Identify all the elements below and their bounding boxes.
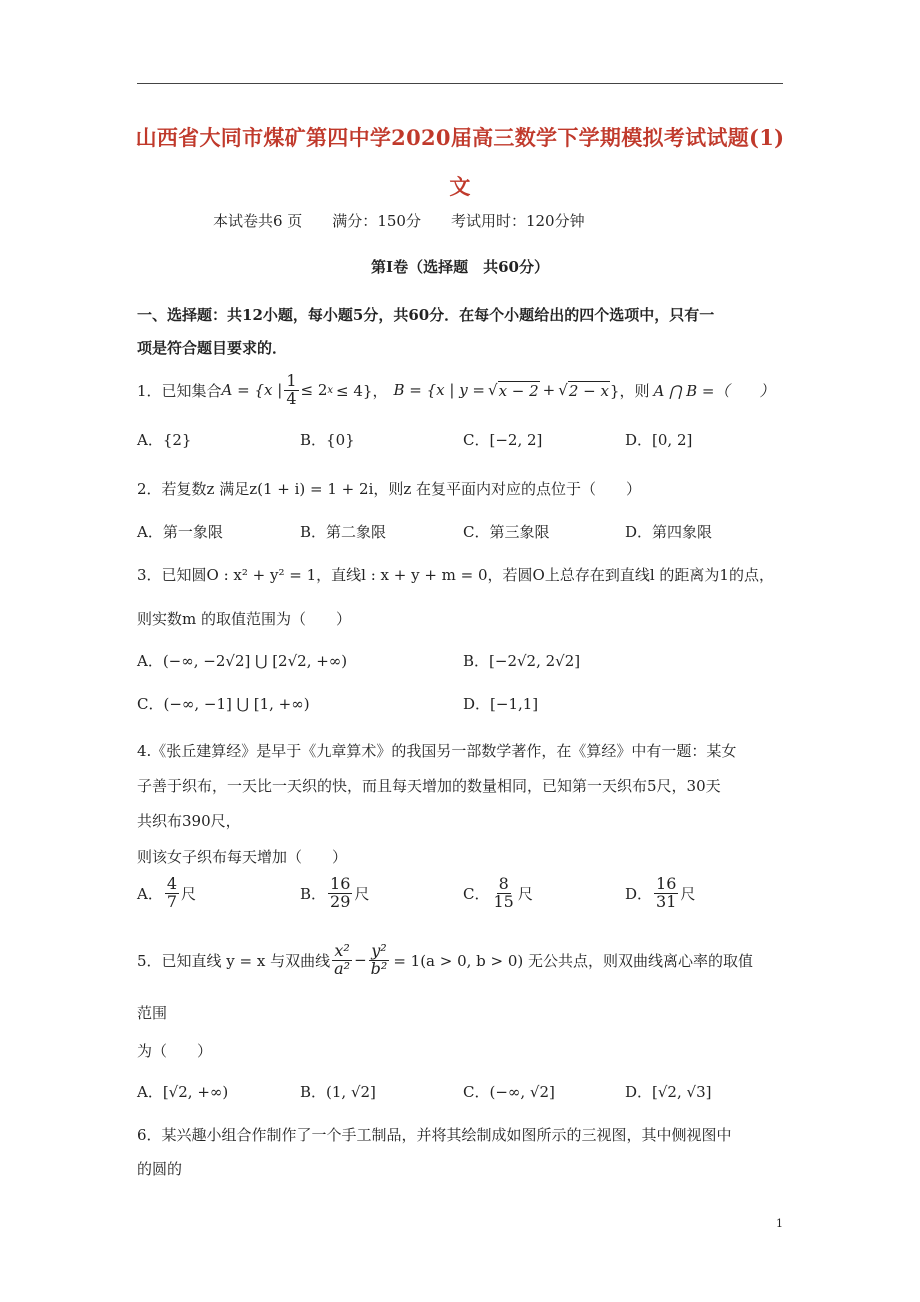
- header-rule: [137, 83, 783, 84]
- q2-option-d: D．第四象限: [625, 523, 713, 541]
- q5-minus: −: [354, 951, 367, 969]
- q1-plus: +: [542, 381, 556, 399]
- sqrt-icon: √: [488, 381, 498, 399]
- q3-option-a: A．(−∞, −2√2] ⋃ [2√2, +∞): [137, 652, 348, 670]
- question-5-line-3: 为（ ）: [137, 1042, 213, 1060]
- q4-option-a-den: 7: [166, 891, 178, 911]
- page-number: 1: [776, 1217, 783, 1230]
- question-4-line-2: 子善于织布，一天比一天织的快，而且每天增加的数量相同，已知第一天织布5尺，30天: [137, 777, 721, 795]
- q4-option-d: [625, 876, 695, 911]
- q1-set-a-rhs: ≤ 2: [300, 381, 328, 399]
- q4-option-c-label: C．: [463, 884, 490, 903]
- q3-option-c: C．(−∞, −1] ⋃ [1, +∞): [137, 695, 310, 713]
- q4-option-b-num: 16: [330, 874, 351, 893]
- q1-set-a-end: ≤ 4}，: [336, 381, 388, 400]
- q4-option-b-den: 29: [330, 891, 351, 911]
- exam-title-subject: 文: [449, 174, 471, 199]
- q4-option-c: [463, 876, 533, 911]
- q2-option-c: C．第三象限: [463, 523, 550, 541]
- q1-sqrt-2: 2 − x: [568, 381, 609, 400]
- q4-option-a-num: 4: [166, 874, 178, 893]
- q2-option-a: A．第一象限: [137, 523, 223, 541]
- q5-option-a: A．[√2, +∞): [137, 1083, 229, 1101]
- q4-option-d-num: 16: [656, 874, 677, 893]
- q4-option-d-den: 31: [656, 891, 677, 911]
- q1-option-a: A．{2}: [137, 431, 192, 449]
- exam-title: 山西省大同市煤矿第四中学2020届高三数学下学期模拟考试试题(1): [135, 125, 785, 150]
- q4-option-c-unit: 尺: [517, 884, 533, 903]
- question-6-line-2: 的圆的: [137, 1160, 183, 1178]
- q1-set-b-lhs: B = {x | y =: [393, 381, 485, 399]
- q4-option-c-num: 8: [498, 874, 509, 893]
- question-1: [137, 368, 775, 412]
- q5-suffix: = 1(a > 0, b > 0) 无公共点，则双曲线离心率的取值: [393, 951, 754, 970]
- q1-option-d: D．[0, 2]: [625, 431, 693, 449]
- question-5-line-2: 范围: [137, 1004, 168, 1022]
- q4-option-a-unit: 尺: [181, 884, 197, 903]
- q1-exponent: x: [327, 384, 334, 396]
- question-4-line-4: 则该女子织布每天增加（ ）: [137, 848, 348, 866]
- q4-option-b-unit: 尺: [354, 884, 370, 903]
- q3-option-d: D．[−1,1]: [463, 695, 539, 713]
- q4-option-b-fraction: [328, 876, 352, 911]
- q2-option-b: B．第二象限: [300, 523, 387, 541]
- q1-fraction: [284, 370, 298, 408]
- q1-prefix: 1．已知集合: [137, 381, 222, 400]
- q5-option-b: B．(1, √2]: [300, 1083, 376, 1101]
- exam-info: 本试卷共6 页 满分：150分 考试用时：120分钟: [213, 212, 585, 230]
- q3-option-b: B．[−2√2, 2√2]: [463, 652, 581, 670]
- q5-fraction-x-den: a²: [334, 958, 351, 978]
- q1-fraction-num: 1: [286, 370, 297, 390]
- sqrt-icon: √: [558, 381, 568, 399]
- q1-option-b: B．{0}: [300, 431, 355, 449]
- question-5: [137, 936, 753, 984]
- q1-fraction-den: 4: [286, 388, 297, 408]
- q4-option-d-label: D．: [625, 884, 653, 903]
- question-2: 2．若复数z 满足z(1 + i) = 1 + 2i，则z 在复平面内对应的点位于（ ）: [137, 480, 642, 498]
- q5-fraction-x: [332, 940, 352, 978]
- q5-fraction-y: [369, 940, 390, 978]
- q4-option-c-fraction: [491, 876, 515, 911]
- q5-fraction-x-num: x²: [334, 940, 350, 960]
- question-4-line-1: 4.《张丘建算经》是早于《九章算术》的我国另一部数学著作，在《算经》中有一题：某女: [137, 742, 737, 760]
- q1-question: A ⋂ B =（ ）: [653, 381, 775, 400]
- section-heading: 第Ⅰ卷（选择题 共60分）: [371, 258, 549, 276]
- q4-option-a-label: A．: [137, 884, 163, 903]
- q4-option-b-label: B．: [300, 884, 327, 903]
- q5-option-c: C．(−∞, √2]: [463, 1083, 555, 1101]
- q5-option-d: D．[√2, √3]: [625, 1083, 712, 1101]
- q4-option-b: [300, 876, 369, 911]
- q1-sqrt-1: x − 2: [498, 381, 539, 400]
- q5-prefix: 5．已知直线 y = x 与双曲线: [137, 951, 331, 970]
- question-3-line-2: 则实数m 的取值范围为（ ）: [137, 610, 351, 628]
- q4-option-d-unit: 尺: [680, 884, 696, 903]
- q1-set-a-lhs: A = {x |: [221, 381, 283, 399]
- question-3-line-1: 3．已知圆O : x² + y² = 1，直线l : x + y + m = 0，若圆O上总存在到直线l 的距离为1的点，: [137, 566, 774, 584]
- instructions-line-2: 项是符合题目要求的．: [137, 339, 288, 357]
- q5-fraction-y-num: y²: [371, 940, 387, 960]
- q1-option-c: C．[−2, 2]: [463, 431, 543, 449]
- q5-fraction-y-den: b²: [370, 958, 388, 978]
- q4-option-d-fraction: [654, 876, 678, 911]
- q1-set-b-end: }，则: [609, 381, 650, 400]
- q4-option-a: [137, 876, 196, 911]
- question-4-line-3: 共织布390尺，: [137, 812, 241, 830]
- instructions-line-1: 一、选择题：共12小题，每小题5分，共60分．在每个小题给出的四个选项中，只有一: [137, 306, 715, 324]
- q4-option-c-den: 15: [493, 891, 514, 911]
- question-6-line-1: 6．某兴趣小组合作制作了一个手工制品，并将其绘制成如图所示的三视图，其中侧视图中: [137, 1126, 732, 1144]
- q4-option-a-fraction: [165, 876, 179, 911]
